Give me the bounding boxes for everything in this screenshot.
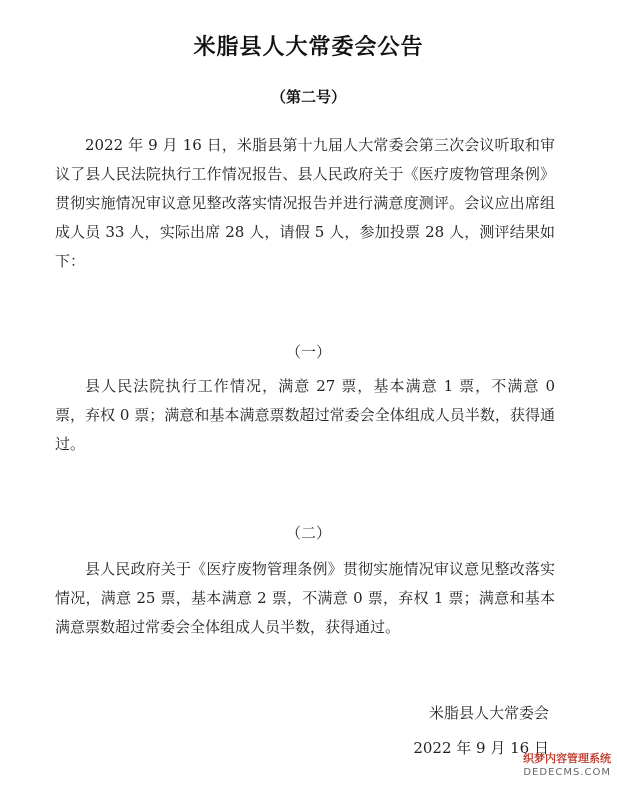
watermark-line-1: 织梦内容管理系统 — [523, 752, 611, 765]
page-title: 米脂县人大常委会公告 — [193, 35, 424, 60]
signature-org: 米脂县人大常委会 — [428, 704, 549, 722]
notice-number: （第二号） — [270, 88, 346, 106]
signature-date: 2022 年 9 月 16 日 — [413, 739, 549, 757]
intro-paragraph: 2022 年 9 月 16 日，米脂县第十九届人大常委会第三次会议听取和审议了县人民法院执行工作情况报告、县人民政府关于《医疗废物管理条例》贯彻实施情况审议意见整改落实情况报告并进行满意度测评。会议应出席组成人员 33 人，实际出席 28 人，请假 5 人，参加投票 28 人，测评结果如下： — [55, 136, 555, 270]
section-paragraph-2: 县人民政府关于《医疗废物管理条例》贯彻实施情况审议意见整改落实情况，满意 25 票，基本满意 2 票，不满意 0 票，弃权 1 票；满意和基本满意票数超过常委会全体组成人员半数，获得通过。 — [55, 560, 555, 636]
watermark — [499, 752, 611, 780]
watermark-line-2: DEDECMS.COM — [523, 767, 611, 778]
section-paragraph-1: 县人民法院执行工作情况，满意 27 票，基本满意 1 票，不满意 0 票，弃权 0 票；满意和基本满意票数超过常委会全体组成人员半数，获得通过。 — [55, 377, 555, 453]
section-heading-2: （二） — [285, 524, 331, 542]
section-heading-1: （一） — [285, 343, 331, 361]
